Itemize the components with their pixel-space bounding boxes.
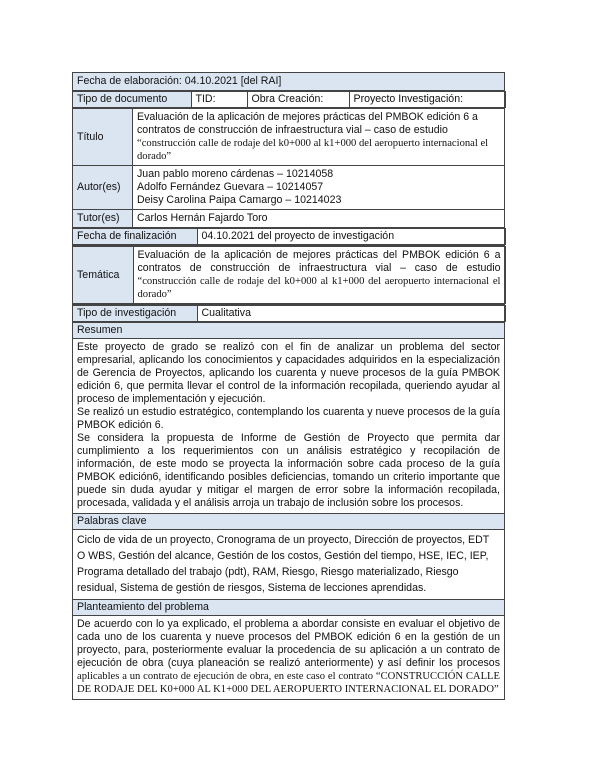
- rai-document: [72, 72, 504, 700]
- resumen-paragraph: Se considera la propuesta de Informe de Gestión de Proyecto que permita dar cumplimiento a los requerimientos con un análisis estratégico y recopilación de información, de este modo se proyecta la información sobre cada proceso de la guía PMBOK edición6, identificando posibles deficiencias, tomando un criterio importante que puede sin duda ayudar y mitigar el margen de error sobre la información recopilada, procesada, validada y el análisis arroja un trabajo de inclusión sobre los procesos.: [77, 432, 500, 509]
- rai-table: [72, 72, 505, 700]
- titulo-line2: “construcción calle de rodaje del k0+000 al k1+000 del aeropuerto internacional el dorado”: [137, 138, 489, 162]
- palabras-clave-value: Ciclo de vida de un proyecto, Cronograma de un proyecto, Dirección de proyectos, EDT O WBS, Gestión del alcance, Gestión de los costos, Gestión del tiempo, HSE, IEC, IEP, Programa detallado del trabajo (pdt), RAM, Riesgo, Riesgo materializado, Riesgo residual, Sistema de gestión de riesgos, Sistema de lecciones aprendidas.: [73, 530, 505, 600]
- titulo-line1: Evaluación de la aplicación de mejores prácticas del PMBOK edición 6 a contratos de construcción de infraestructura vial – caso de estudio: [137, 111, 478, 136]
- row-autores: [73, 166, 505, 210]
- resumen-label: Resumen: [73, 323, 505, 339]
- row-tipo-documento: [73, 91, 505, 109]
- planteamiento-body: [73, 616, 505, 700]
- resumen-paragraph: Se realizó un estudio estratégico, contemplando los cuarenta y nueve procesos de la guía PMBOK edición 6.: [77, 406, 500, 431]
- tipo-investigacion-label: Tipo de investigación: [73, 306, 197, 322]
- resumen-body: [73, 339, 505, 514]
- row-planteamiento-body: [73, 616, 505, 700]
- row-fecha-finalizacion: [73, 228, 505, 246]
- row-tipo-investigacion: [73, 305, 505, 323]
- row-titulo: [73, 109, 505, 166]
- fecha-finalizacion-label: Fecha de finalización: [73, 229, 197, 245]
- proyecto-investigacion-field: Proyecto Investigación:: [349, 92, 505, 108]
- tematica-line2: “construcción calle de rodaje del k0+000 al k1+000 del aeropuerto internacional el dorado”: [137, 276, 501, 300]
- tutor-value: Carlos Hernán Fajardo Toro: [133, 210, 505, 228]
- row-resumen-body: [73, 339, 505, 514]
- tematica-label: Temática: [73, 247, 133, 304]
- fecha-elaboracion: Fecha de elaboración: 04.10.2021 [del RAI]: [73, 73, 505, 91]
- autor-item: Deisy Carolina Paipa Camargo – 10214023: [137, 194, 342, 206]
- autor-item: Adolfo Fernández Guevara – 10214057: [137, 181, 324, 193]
- autor-item: Juan pablo moreno cárdenas – 10214058: [137, 168, 334, 180]
- tid-field: TID:: [191, 92, 247, 108]
- tematica-value: [133, 247, 505, 304]
- obra-creacion-field: Obra Creación:: [247, 92, 349, 108]
- titulo-label: Título: [73, 109, 133, 166]
- tematica-line1: Evaluación de la aplicación de mejores prácticas del PMBOK edición 6 a contratos de construcción de infraestructura vial – caso de estudio: [137, 249, 501, 274]
- row-palabras-clave-header: [73, 514, 505, 530]
- resumen-paragraph: Este proyecto de grado se realizó con el fin de analizar un problema del sector empresarial, aplicando los conocimientos y capacidades adquiridos en la especialización de Gerencia de Proyectos, aplicando los cuarenta y nueve procesos de la guía PMBOK edición 6, que permita llevar el control de la información recopilada, queriendo ayudar al proceso de implementación y ejecución.: [77, 341, 500, 405]
- row-planteamiento-header: [73, 600, 505, 616]
- planteamiento-part1: De acuerdo con lo ya explicado, el problema a abordar consiste en evaluar el objetivo de cada uno de los cuarenta y nueve procesos del PMBOK edición 6 en la gestión de un proyecto, para, posteriormente evaluar la procedencia de su aplicación a un contrato de ejecución de obra (cuya planeación se realizó anteriormente) y así definir los procesos: [77, 618, 500, 669]
- tutor-label: Tutor(es): [73, 210, 133, 228]
- row-fecha-elaboracion: [73, 73, 505, 91]
- row-resumen-header: [73, 323, 505, 339]
- row-tematica: [73, 246, 505, 305]
- tipo-documento-label: Tipo de documento: [73, 92, 191, 108]
- fecha-finalizacion-value: 04.10.2021 del proyecto de investigación: [197, 229, 505, 245]
- autores-label: Autor(es): [73, 166, 133, 210]
- tipo-investigacion-value: Cualitativa: [197, 306, 505, 322]
- titulo-value: [133, 109, 505, 166]
- planteamiento-part2: aplicables a un contrato de ejecución de obra, en este caso el contrato “CONSTRUCCIÓN CALLE DE RODAJE DEL K0+000 AL K1+000 DEL AEROPUERTO INTERNACIONAL EL DORADO”: [77, 671, 500, 695]
- row-palabras-clave-body: [73, 530, 505, 600]
- palabras-clave-label: Palabras clave: [73, 514, 505, 530]
- row-tutor: [73, 210, 505, 228]
- autores-list: [133, 166, 505, 210]
- planteamiento-label: Planteamiento del problema: [73, 600, 505, 616]
